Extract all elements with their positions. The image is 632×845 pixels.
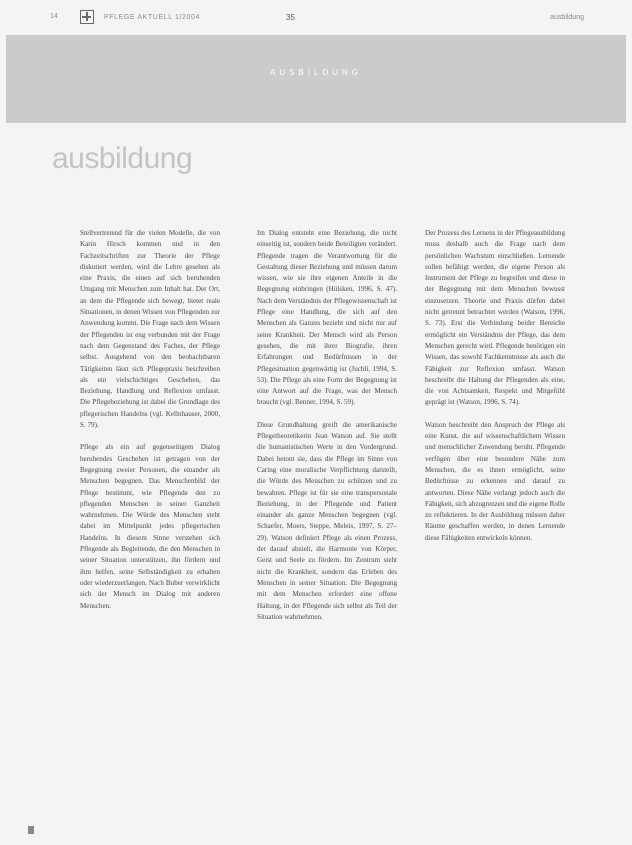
section-banner <box>6 35 626 123</box>
left-page-number: 14 <box>50 13 58 20</box>
text-column-3 <box>425 228 565 555</box>
journal-title: PFLEGE AKTUELL 1/2004 <box>104 14 200 21</box>
page-number: 35 <box>286 13 295 22</box>
paragraph: Pflege als ein auf gegenseitigem Dialog beruhendes Geschehen ist getragen von der Begegnung zweier Personen, die einander als Menschen begegnen. Das Menschenbild der Pflege bestimmt, wie Pflegende den zu pflegenden Menschen in seiner Ganzheit wahrnehmen. Die Würde des Menschen steht dabei im Mittelpunkt jedes pflegerischen Handelns. In diesem Sinne verstehen sich Pflegende als Begleitende, die den Menschen in seiner Situation unterstützen, ihn fördern und ihm helfen, seine Selbständigkeit zu erhalten oder wiederzuerlangen. Nach Buber verwirklicht sich der Mensch im Dialog mit anderen Menschen. <box>80 443 220 610</box>
banner-label: AUSBILDUNG <box>269 68 362 77</box>
paragraph: Diese Grundhaltung greift die amerikanische Pflegetheoretikerin Jean Watson auf. Sie stellt die humanistischen Werte in den Vordergrund. Dabei betont sie, dass die Pflege im Sinne von Caring eine moralische Verpflichtung darstellt, die Würde des Menschen zu schützen und zu bewahren. Pflege ist für sie eine transpersonale Beziehung, in der Pflegende und Patient einander als ganze Menschen begegnen (vgl. Schaefer, Moers, Steppe, Meleis, 1997, S. 27–29). Watson definiert Pflege als einen Prozess, der darauf abzielt, die Harmonie von Körper, Geist und Seele zu fördern. Im Zentrum steht nicht die Krankheit, sondern das Erleben des Menschen in seiner Situation. Die Begegnung mit dem Menschen erfordert eine offene Haltung, in der Pflegende sich selbst als Teil der Situation wahrnehmen. <box>257 420 397 621</box>
text-column-2 <box>257 228 397 634</box>
paragraph: Im Dialog entsteht eine Beziehung, die nicht einseitig ist, sondern beide Beteiligten verändert. Pflegende tragen die Verantwortung für die Gestaltung dieser Beziehung und müssen darum wissen, wie sie ihre eigenen Anteile in die Begegnung einbringen (Hülsken, 1996, S. 47). Nach dem Verständnis der Pflegewissenschaft ist Pflege eine Handlung, die sich auf den Menschen als Ganzes bezieht und nicht nur auf seine Krankheit. Der Mensch wird als Person gesehen, die mit ihrer Biografie, ihren Erfahrungen und Bedürfnissen in der Pflegesituation gegenwärtig ist (Juchli, 1994, S. 53). Die Pflege als eine Form der Begegnung ist eine Antwort auf die Frage, was der Mensch braucht (vgl. Benner, 1994, S. 59). <box>257 229 397 407</box>
running-header <box>44 10 584 26</box>
paragraph: Watson beschreibt den Anspruch der Pflege als eine Kunst, die auf wissenschaftlichem Wissen und menschlicher Zuwendung beruht. Pflegende verfügen über eine besondere Nähe zum Menschen, die es ihnen ermöglicht, seine Bedürfnisse zu erkennen und darauf zu antworten. Diese Nähe verlangt jedoch auch die Fähigkeit, sich abzugrenzen und die eigene Rolle zu reflektieren. In der Ausbildung müssen daher Räume geschaffen werden, in denen Lernende diese Fähigkeiten entwickeln können. <box>425 420 565 542</box>
page-heading: ausbildung <box>52 142 193 175</box>
section-tag: ausbildung <box>550 14 584 21</box>
text-column-1 <box>80 228 220 623</box>
journal-logo-icon <box>80 10 94 24</box>
paragraph: Stellvertretend für die vielen Modelle, die von Karin Hirsch kommen und in den Fachzeitschriften zur Theorie der Pflege diskutiert werden, wird die Lehre gesehen als eine Praxis, die einen auf sich beruhenden Umgang mit Menschen zum Inhalt hat. Der Ort, an dem die Pflegende sich bewegt, bietet reale Situationen, in denen Wissen von Pflegenden zur Anwendung kommt. Die Frage nach dem Wissen der Pflegenden ist eng verbunden mit der Frage nach dem Gegenstand des Faches, der Pflege selbst. Ausgehend von den beobachtbaren Tätigkeiten lässt sich Pflegepraxis beschreiben als ein vielschichtiges Geschehen, das Beziehung, Handlung und Reflexion umfasst. Die Pflegebeziehung ist dabei die Grundlage des pflegerischen Handelns (vgl. Kellnhauser, 2000, S. 79). <box>80 229 220 430</box>
paragraph: Der Prozess des Lernens in der Pflegeausbildung muss deshalb auch die Frage nach dem persönlichen Wachstum einschließen. Lernende sollen befähigt werden, die eigene Person als Instrument der Pflege zu begreifen und diese in der Begegnung mit dem Menschen bewusst einzusetzen. Theorie und Praxis dürfen dabei nicht getrennt betrachtet werden (Watson, 1996, S. 73). Erst die Verbindung beider Bereiche ermöglicht ein Verständnis der Pflege, das dem Menschen gerecht wird. Pflegende benötigen ein Wissen, das sowohl Fachkenntnisse als auch die Fähigkeit zur Reflexion umfasst. Watson beschreibt die Haltung der Pflegenden als eine, die von Achtsamkeit, Respekt und Mitgefühl geprägt ist (Watson, 1996, S. 74). <box>425 229 565 407</box>
crop-mark <box>28 826 34 834</box>
